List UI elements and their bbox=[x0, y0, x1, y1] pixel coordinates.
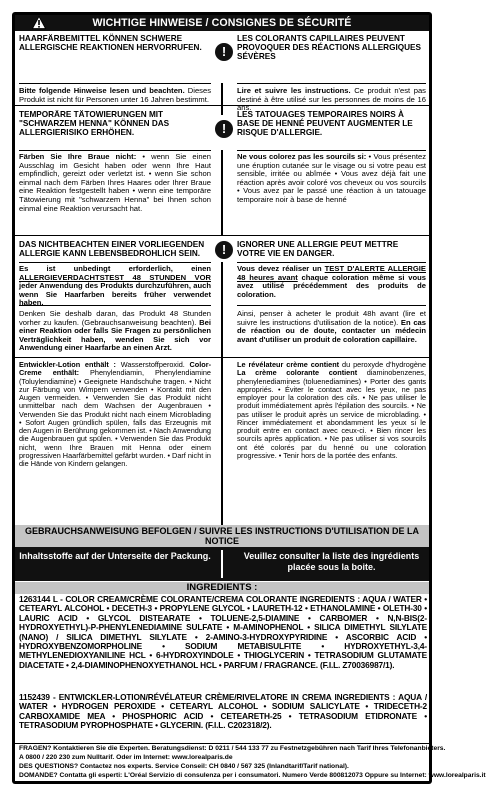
block3-right-text bbox=[237, 310, 426, 356]
block1-right-body: Ce produit n'est pas destiné à être utilisé sur les personnes de moins de 16 ans. bbox=[237, 86, 426, 113]
block3-left-heading: DAS NICHTBEACHTEN EINER VORLIEGENDEN ALLERGIE KANN LEBENSBEDROHLICH SEIN. bbox=[19, 240, 205, 258]
divider bbox=[221, 550, 223, 578]
block3-right-box-body: chaque coloration même si vous avez utilisé précédemment des produits de coloration. bbox=[237, 272, 426, 299]
block5-left-text: Inhaltsstoffe auf der Unterseite der Packung. bbox=[19, 551, 211, 561]
block3-right-heading: IGNORER UNE ALLERGIE PEUT METTRE VOTRE VIE EN DANGER. bbox=[237, 240, 399, 258]
divider bbox=[221, 150, 223, 236]
block3-left-box bbox=[19, 262, 211, 306]
block2-left-lead: Färben Sie Ihre Braue nicht: bbox=[19, 152, 137, 161]
exclamation-icon: ! bbox=[215, 241, 233, 259]
block4-left-lead2: Color-Creme enthält: bbox=[19, 360, 211, 378]
footer-divider bbox=[15, 743, 429, 744]
block1-left-heading: HAARFÄRBEMITTEL KÖNNEN SCHWERE ALLERGISCHE REAKTIONEN HERVORRUFEN. bbox=[19, 34, 202, 52]
block-ingredients-precautions bbox=[15, 357, 429, 525]
block3-left-box-body: jeder Anwendung des Produkts durchzuführen, auch wenn Sie Haarfarben bereits früher verwendet haben. bbox=[19, 281, 211, 308]
exclamation-icon: ! bbox=[215, 120, 233, 138]
block1-left-lead: Bitte folgende Hinweise lesen und beachten. bbox=[19, 86, 185, 95]
block2-right-text bbox=[237, 150, 426, 236]
block2-right-heading: LES TATOUAGES TEMPORAIRES NOIRS À BASE DE HENNÉ PEUVENT AUGMENTER LE RISQUE D'ALLERGIE. bbox=[237, 110, 413, 137]
header-bar bbox=[15, 15, 429, 31]
warning-triangle-icon bbox=[32, 16, 46, 29]
block4-left-a: Wasserstoffperoxid. bbox=[116, 360, 190, 369]
footer-line-at: A 0800 / 220 230 zum Nulltarif. Oder im Internet: www.lorealparis.de bbox=[19, 754, 233, 761]
block1-right-lead: Lire et suivre les instructions. bbox=[237, 86, 351, 95]
ingredients-bar: INGREDIENTS : bbox=[15, 582, 429, 594]
block4-right-lead2: La crème colorante contient bbox=[237, 368, 358, 378]
footer-line-it: DOMANDE? Contatta gli esperti: L'Oréal Servizio di consulenza per i consumatori. Numero Verde 800812073 Oppure su Internet: www.lorealparis.it bbox=[19, 772, 486, 779]
safety-label bbox=[15, 15, 486, 781]
block4-right-a: du peroxyde d'hydrogène bbox=[339, 360, 426, 369]
footer-line-de: FRAGEN? Kontaktieren Sie die Experten. Beratungsdienst: D 0211 / 544 133 77 zu Festnetzgebühren nach Tarif Ihres Telefonanbieters. bbox=[19, 745, 446, 752]
block4-right-b: diaminobenzenes, phenylenediamines (toluenediamines) • Porter des gants appropriés. • Éviter le contact avec les yeux, ne pas employer pour la coloration des cils. • Ne pas utiliser le produit immédiatement après l'épilation des sourcils. • Ne pas utiliser le produit après un service de microblading. • Rincer immédiatement et abondamment les yeux si le produit entre en contact avec ceux-ci. • Bien rincer les sourcils après application. • Ne pas utiliser si vos sourcils ont été colorés par du henné ou une coloration progressive. • Tenir hors de la portée des enfants. bbox=[237, 368, 426, 460]
block1-right-heading: LES COLORANTS CAPILLAIRES PEUVENT PROVOQUER DES RÉACTIONS ALLERGIQUES SÉVÈRES bbox=[237, 34, 421, 61]
block4-left-lead: Entwickler-Lotion enthält : bbox=[19, 360, 116, 369]
block3-left-bold: Bei einer Reaktion oder falls Sie Fragen zu persönlichen Verträglichkeit haben, wenden Sie sich vor Anwendung einer Haarfarbe an einen Arzt. bbox=[19, 317, 211, 353]
safety-label-frame bbox=[12, 12, 486, 784]
ingredients-developer: 1152439 - ENTWICKLER-LOTION/RÉVÉLATEUR CRÈME/RIVELATORE IN CREMA INGREDIENTS : AQUA / WATER • HYDROGEN PEROXIDE • CETEARYL ALCOHOL • SODIUM SALICYLATE • TRIDECETH-2 CARBOXAMIDE MEA • PHOSPHORIC ACID • CETEARETH-25 • TETRASODIUM ETIDRONATE • TETRASODIUM PYROPHOSPHATE • GLYCERIN. (F.I.L. C202318/2). bbox=[19, 692, 427, 731]
block3-left-text bbox=[19, 310, 211, 356]
divider bbox=[221, 358, 223, 526]
block1-left-body: Dieses Produkt ist nicht für Personen unter 16 Jahren bestimmt. bbox=[19, 86, 211, 104]
block5-right-text: Veuillez consulter la liste des ingrédients placée sous la boite. bbox=[243, 551, 420, 572]
block3-right-bold: En cas de réaction ou de doute, contacter un médecin avant d'utiliser un produit de coloration capillaire. bbox=[237, 317, 427, 344]
block4-right-text bbox=[237, 361, 426, 524]
header-title: WICHTIGE HINWEISE / CONSIGNES DE SÉCURITÉ bbox=[92, 17, 352, 29]
block4-right-lead: Le révélateur crème contient bbox=[237, 360, 340, 369]
block4-left-text bbox=[19, 361, 211, 524]
block3-right-box-lead: Vous devez réaliser un bbox=[237, 264, 325, 273]
block3-left-body: Denken Sie deshalb daran, das Produkt 48 Stunden vorher zu kaufen. (Gebrauchsanweisung beachten). bbox=[19, 309, 211, 327]
block1-left-text bbox=[19, 83, 211, 104]
block2-right-body: • Vous présentez une éruption cutanée sur le visage ou si votre peau est sensible, irritée ou abîmée • Vous avez déjà fait une réaction après avoir coloré vos cheveux ou vos sourcils • Vous avez par le passé une réaction à un tatouage temporaire noir à base de henné bbox=[237, 152, 426, 204]
instructions-bar: GEBRAUCHSANWEISUNG BEFOLGEN / SUIVRE LES INSTRUCTIONS D'UTILISATION DE LA NOTICE bbox=[15, 525, 429, 547]
divider bbox=[221, 262, 223, 358]
block2-right-lead: Ne vous colorez pas les sourcils si: bbox=[237, 152, 367, 161]
block-allergy-test bbox=[15, 235, 429, 357]
block-ingredients-location bbox=[15, 547, 429, 581]
footer-line-ch: DES QUESTIONS? Contactez nos experts. Service Conseil: CH 0840 / 567 325 (Inlandtarif/Tarif national). bbox=[19, 763, 349, 770]
block2-left-text bbox=[19, 150, 211, 236]
block4-left-b: Phenylendiamin, Phenylendiamine (Toluylendiamine) • Geeignete Handschuhe tragen. • Nicht zur Färbung von Wimpern verwenden • Kontakt mit den Augen vermeiden. • Verwenden Sie das Produkt nicht unmittelbar nach dem Wachsen der Augenbrauen • Verwenden Sie das Produkt nicht nach einem Microblading • Sofort Augen gründlich spülen, falls das Erzeugnis mit den Augen in Berührung gekommen ist. • Nach Anwendung die Augenbrauen gut spülen. • Verwenden Sie das Produkt nicht, wenn Ihre Brauen mit Henna oder einem progressiven Haarfärbemittel gefärbt wurden. • Darf nicht in die Hände von Kindern gelangen. bbox=[19, 368, 211, 468]
block3-left-box-lead: Es ist unbedingt erforderlich, einen bbox=[19, 264, 211, 273]
block-henna-warning bbox=[15, 105, 429, 235]
exclamation-icon: ! bbox=[215, 43, 233, 61]
block3-right-box bbox=[237, 262, 426, 306]
block3-left-box-test: ALLERGIEVERDACHTSTEST 48 STUNDEN VOR bbox=[19, 272, 211, 282]
block3-right-box-test: TEST D'ALERTE ALLERGIE 48 heures avant bbox=[237, 264, 426, 282]
block3-right-body: Ainsi, penser à acheter le produit 48h avant (lire et suivre les instructions d'utilisation de la notice). bbox=[237, 309, 426, 327]
block2-left-heading: TEMPORÄRE TÄTOWIERUNGEN MIT "SCHWARZEM HENNA" KÖNNEN DAS ALLERGIERISIKO ERHÖHEN. bbox=[19, 110, 170, 137]
block2-left-body: • wenn Sie einen Ausschlag im Gesicht haben oder wenn Ihre Haut empfindlich, gereizt oder verletzt ist. • wenn Sie schon einmal nach dem Färben Ihres Haares oder Ihrer Braue eine Reaktion festgestellt haben • wenn eine temporäre Tätowierung mit "schwarzem Henna" bei Ihnen schon einmal eine Reaktion verursacht hat. bbox=[19, 152, 211, 213]
ingredients-color-cream: 1263144 L - COLOR CREAM/CRÈME COLORANTE/CREMA COLORANTE INGREDIENTS : AQUA / WATER • CETEARYL ALCOHOL • DECETH-3 • PROPYLENE GLYCOL • LAURETH-12 • ETHANOLAMINE • OLETH-30 • LAURIC ACID • GLYCOL DISTEARATE • TOLUENE-2,5-DIAMINE • CARBOMER • N,N-BIS(2-HYDROXYETHYL)-P-PHENYLENEDIAMINE SULFATE • M-AMINOPHENOL • SILICA DIMETHYL SILYLATE (NANO) / SILICA DIMETHYL SILYLATE • 2-AMINO-3-HYDROXYPYRIDINE • ASCORBIC ACID • HYDROXYBENZOMORPHOLINE • SODIUM METABISULFITE • HYDROXYETHYL-3,4-METHYLENEDIOXYANILINE HCL • 6-HYDROXYINDOLE • THIOGLYCERIN • TETRASODIUM GLUTAMATE DIACETATE • 2,4-DIAMINOPHENOXYETHANOL HCL • PARFUM / FRAGRANCE. (F.I.L. Z70036987/1). bbox=[19, 594, 427, 670]
